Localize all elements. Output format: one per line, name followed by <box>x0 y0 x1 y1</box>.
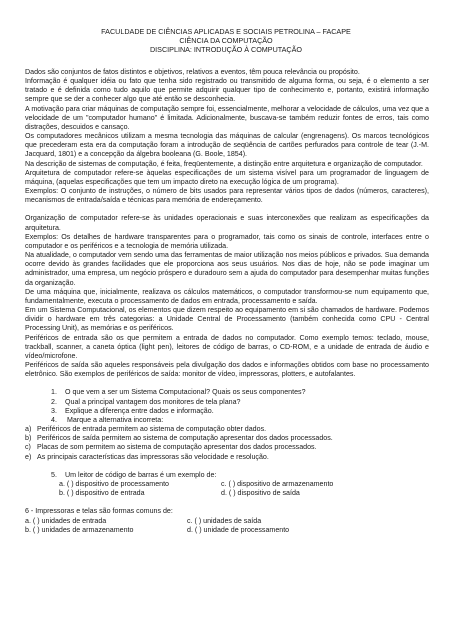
paragraph-perifericos-entrada: Periféricos de entrada são os que permitem a entrada de dados no computador. Como exemplo temos: teclado, mouse, trackball, scanner, a caneta óptica (light pen), leitores de código de barras, o CD-ROM, e a unidade de entrada de áudio e vídeo/microfone. <box>25 333 429 360</box>
question-text: O que vem a ser um Sistema Computacional? Quais os seus componentes? <box>65 388 306 397</box>
option-6d: d. ( ) unidade de processamento <box>187 525 290 534</box>
question-2 <box>25 398 429 407</box>
course-title: CIÊNCIA DA COMPUTAÇÃO <box>179 36 273 46</box>
spacer <box>25 205 429 214</box>
question-text: Marque a alternativa incorreta: <box>65 415 164 424</box>
option-text: Placas de som permitem ao sistema de computação apresentar dos dados processados. <box>37 443 317 452</box>
document-header <box>0 27 452 55</box>
paragraph-computadores-mecanicos: Os computadores mecânicos utilizam a mesma tecnologia das máquinas de calcular (engrenagens). Os marcos tecnológicos que precederam esta era da computação foram a introdução de seqüência de cartões perfurados para controle de tear (J.-M. Jacquard, 1801) e a concepção da álgebra booleana (G. Boole, 1854). <box>25 132 429 159</box>
paragraph-atualidade: Na atualidade, o computador vem sendo uma das ferramentas de maior utilização nos meios públicos e privados. Sua demanda ocorre devido às grandes facilidades que ele proporciona aos seus usuários. Nos dias de hoje, não se pode imaginar um administrador, uma empresa, um negócio próspero e duradouro sem a ajuda do computador para desempenhar muitas funções da organização. <box>25 251 429 287</box>
option-c <box>25 443 429 452</box>
document-body <box>25 68 429 535</box>
option-e <box>25 453 429 462</box>
paragraph-dados: Dados são conjuntos de fatos distintos e objetivos, relativos a eventos, têm pouca relevância ou propósito. <box>25 68 360 76</box>
institution-title: FACULDADE DE CIÊNCIAS APLICADAS E SOCIAIS PETROLINA – FACAPE <box>101 27 351 36</box>
paragraph-organizacao: Organização de computador refere-se às unidades operacionais e suas interconexões que realizam as especificações da arquitetura. <box>25 214 429 232</box>
question-6-options-row-1 <box>25 517 429 526</box>
option-text: Periféricos de entrada permitem ao sistema de computação obter dados. <box>37 425 267 434</box>
spacer <box>25 462 429 471</box>
question-3 <box>25 407 429 416</box>
option-b <box>25 434 429 443</box>
discipline-title: DISCIPLINA: INTRODUÇÃO À COMPUTAÇÃO <box>149 45 303 55</box>
question-5 <box>25 471 429 480</box>
paragraph-maquina: De uma máquina que, inicialmente, realizava os cálculos matemáticos, o computador transformou-se num equipamento que, fundamentalmente, executa o processamento de dados em entrada, processamento e saída. <box>25 287 429 305</box>
option-label: a) <box>25 425 32 434</box>
option-label: b) <box>25 434 32 443</box>
spacer <box>25 498 429 507</box>
option-a <box>25 425 429 434</box>
option-5b: b. ( ) dispositivo de entrada <box>59 489 145 498</box>
question-number: 3. <box>51 406 57 415</box>
spacer <box>25 379 429 388</box>
option-6c: c. ( ) unidades de saída <box>187 516 262 525</box>
option-5a: a. ( ) dispositivo de processamento <box>59 479 170 488</box>
question-number: 5. <box>51 470 57 479</box>
question-6-options-row-2 <box>25 526 429 535</box>
option-6a: a. ( ) unidades de entrada <box>25 516 107 525</box>
option-label: c) <box>25 443 31 452</box>
paragraph-perifericos-saida: Periféricos de saída são aqueles responsáveis pela divulgação dos dados e informações obtidos com base no processamento eletrônico. São exemplos de periféricos de saída: monitor de vídeo, impressoras, plotters, e autofalantes. <box>25 360 429 379</box>
paragraph-descricao: Na descrição de sistemas de computação, é feita, freqüentemente, a distinção entre arquitetura e organização de computador. <box>25 159 423 168</box>
paragraph-arquitetura: Arquitetura de computador refere-se àquelas especificações de um sistema visível para um programador de linguagem de máquina, (aquelas especificações que tem um impacto direto na execução lógica de um programa). <box>25 168 429 186</box>
question-text: Explique a diferença entre dados e informação. <box>65 406 214 415</box>
option-text: Periféricos de saída permitem ao sistema de computação apresentar dos dados processados. <box>37 434 333 443</box>
question-number: 4. <box>51 415 57 424</box>
question-text: Qual a principal vantagem dos monitores de tela plana? <box>65 397 241 406</box>
question-6: 6 - Impressoras e telas são formas comuns de: <box>25 507 173 516</box>
paragraph-exemplos-arquitetura: Exemplos: O conjunto de instruções, o número de bits usados para representar vários tipos de dados (números, caracteres), mecanismos de entrada/saída e técnicas para memória de endereçamento. <box>25 187 429 205</box>
option-5d: d. ( ) dispositivo de saída <box>221 489 300 498</box>
paragraph-informacao: Informação é qualquer idéia ou fato que tenha sido registrado ou transmitido de alguma forma, ou seja, é o elemento a ser tratado e é definida como tudo aquilo que permite adquirir qualquer tipo de conhecimento e, portanto, existirá informação sempre que se der a conhecer algo que até então se desconhecia. <box>25 77 429 104</box>
question-number: 1. <box>51 388 57 397</box>
question-5-options-row-1 <box>25 480 429 489</box>
question-4 <box>25 416 429 425</box>
question-1 <box>25 388 429 397</box>
paragraph-exemplos-organizacao: Exemplos: Os detalhes de hardware transparentes para o programador, tais como os sinais de controle, interfaces entre o computador e os periféricos e a tecnologia de memória utilizada. <box>25 232 429 250</box>
paragraph-hardware: Em um Sistema Computacional, os elementos que dizem respeito ao equipamento em si são chamados de hardware. Podemos dividir o hardware em três categorias: a Unidade Central de Processamento (também conhecida como CPU - Central Processing Unit), as memórias e os periféricos. <box>25 306 429 333</box>
option-label: e) <box>25 452 32 461</box>
question-number: 2. <box>51 397 57 406</box>
option-text: As principais características das impressoras são velocidade e resolução. <box>37 452 269 461</box>
paragraph-motivacao: A motivação para criar máquinas de computação sempre foi, essencialmente, melhorar a velocidade de cálculos, uma vez que a velocidade de um "computador humano" é limitada. Adicionalmente, buscava-se também reduzir fontes de erros, tais como distrações, descuidos e cansaço. <box>25 104 429 131</box>
option-6b: b. ( ) unidades de armazenamento <box>25 525 134 534</box>
option-5c: c. ( ) dispositivo de armazenamento <box>221 479 334 488</box>
question-text: Um leitor de código de barras é um exemplo de: <box>65 470 217 479</box>
question-5-options-row-2 <box>25 489 429 498</box>
